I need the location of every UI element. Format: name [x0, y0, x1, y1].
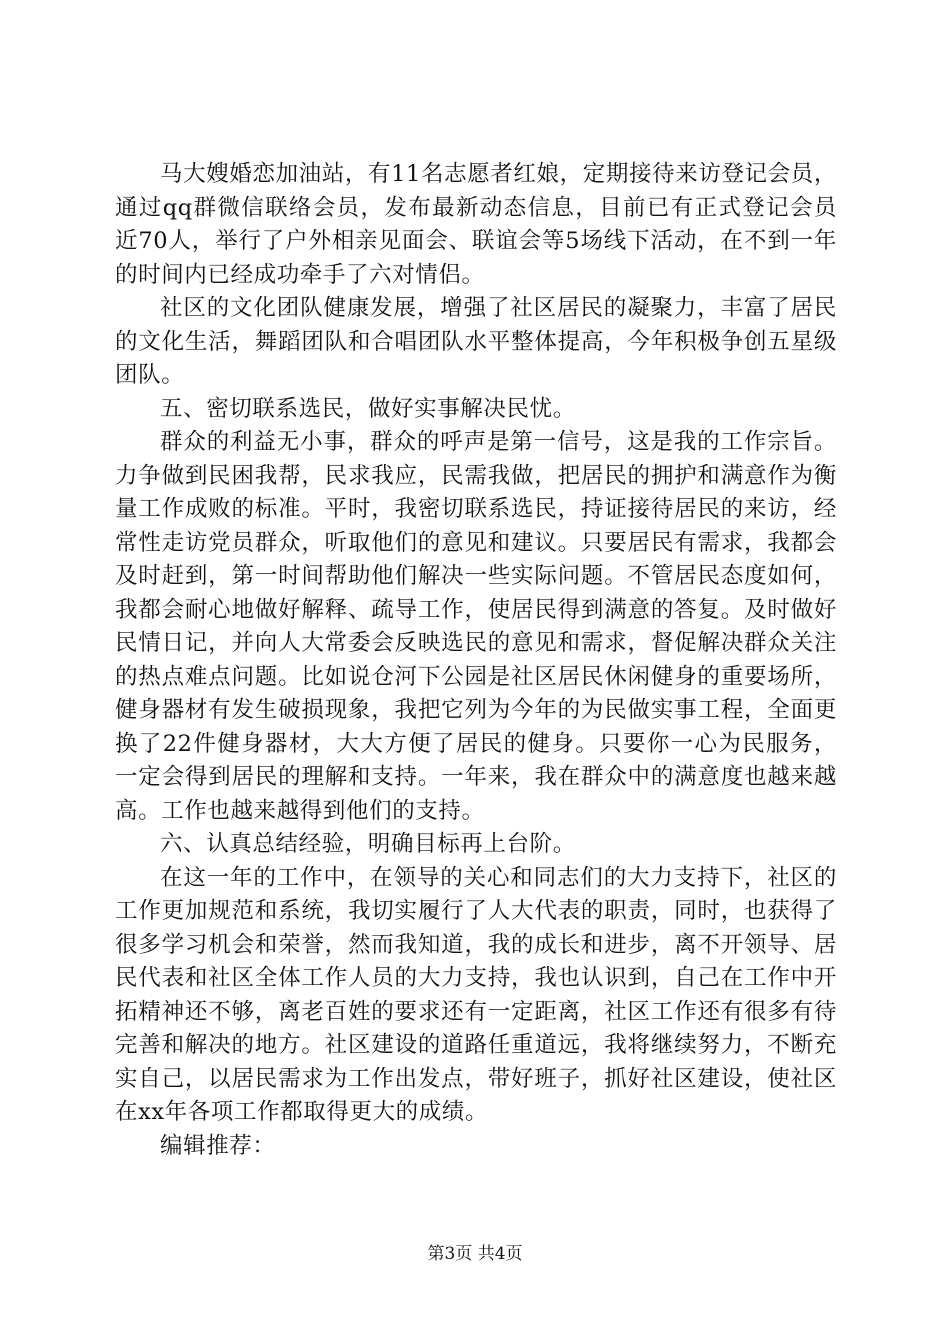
paragraph-culture-teams: 社区的文化团队健康发展，增强了社区居民的凝聚力，丰富了居民的文化生活，舞蹈团队和合唱团队水平整体提高，今年积极争创五星级团队。 — [115, 295, 837, 388]
section-heading-five: 五、密切联系选民，做好实事解决民忧。 — [160, 395, 576, 422]
section-heading-six: 六、认真总结经验，明确目标再上台阶。 — [160, 831, 576, 857]
paragraph-public-interest: 群众的利益无小事，群众的呼声是第一信号，这是我的工作宗旨。力争做到民困我帮，民求我应，民需我做，把居民的拥护和满意作为衡量工作成败的标准。平时，我密切联系选民，持证接待居民的来访，经常性走访党员群众，听取他们的意见和建议。只要居民有需求，我都会及时赶到，第一时间帮助他们解决一些实际问题。不管居民态度如何，我都会耐心地做好解释、疏导工作，使居民得到满意的答复。及时做好民情日记，并向人大常委会反映选民的意见和需求，督促解决群众关注的热点难点问题。比如说仓河下公园是社区居民休闲健身的重要场所，健身器材有发生破损现象，我把它列为今年的为民做实事工程，全面更换了22件健身器材，大大方便了居民的健身。只要你一心为民服务，一定会得到居民的理解和支持。一年来，我在群众中的满意度也越来越高。工作也越来越得到他们的支持。 — [115, 429, 837, 824]
paragraph-matchmaking-station: 马大嫂婚恋加油站，有11名志愿者红娘，定期接待来访登记会员，通过qq群微信联络会员，发布最新动态信息，目前已有正式登记会员近70人，举行了户外相亲见面会、联谊会等5场线下活动，在不到一年的时间内已经成功牵手了六对情侣。 — [115, 161, 837, 288]
page-footer: 第3页 共4页 — [427, 1244, 523, 1264]
paragraph-editor-recommend: 编辑推荐： — [160, 1132, 276, 1159]
paragraph-summary: 在这一年的工作中，在领导的关心和同志们的大力支持下，社区的工作更加规范和系统，我切实履行了人大代表的职责，同时，也获得了很多学习机会和荣誉，然而我知道，我的成长和进步，离不开领导、居民代表和社区全体工作人员的大力支持，我也认识到，自己在工作中开拓精神还不够，离老百姓的要求还有一定距离，社区工作还有很多有待完善和解决的地方。社区建设的道路任重道远，我将继续努力，不断充实自己，以居民需求为工作出发点，带好班子，抓好社区建设，使社区在xx年各项工作都取得更大的成绩。 — [115, 864, 837, 1125]
document-body — [115, 158, 837, 1163]
